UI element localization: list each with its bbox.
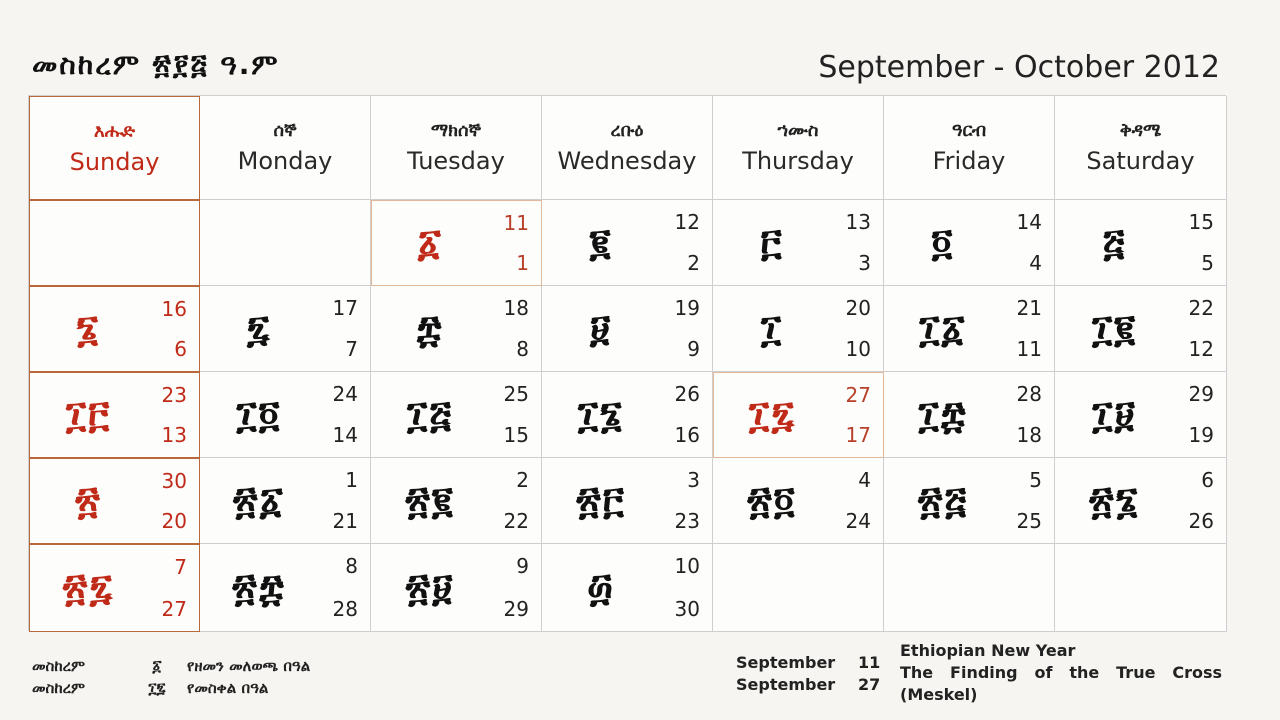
- holiday-day: 27: [858, 675, 881, 694]
- weekday-header-sunday: [29, 96, 200, 200]
- day-cell: [1055, 458, 1227, 544]
- ethiopian-date-number: 9: [687, 337, 700, 361]
- ethiopian-date-geez: ፳፯: [62, 565, 115, 610]
- ethiopian-date-geez: ፲፱: [1092, 392, 1137, 436]
- gregorian-date: 30: [161, 469, 187, 493]
- day-cell: [713, 200, 884, 286]
- weekday-english: Sunday: [69, 147, 160, 176]
- ethiopian-date-number: 15: [503, 423, 529, 447]
- ethiopian-date-geez: ፳፮: [1089, 478, 1140, 522]
- ethiopian-date-number: 1: [516, 251, 529, 275]
- day-cell: [29, 372, 200, 458]
- gregorian-date: 8: [345, 554, 358, 578]
- ethiopian-date-number: 30: [674, 597, 700, 621]
- holiday-month: September: [736, 675, 836, 694]
- day-cell: [371, 200, 542, 286]
- ethiopian-date-geez: ፳፩: [233, 478, 285, 522]
- ethiopian-date-number: 3: [858, 251, 871, 275]
- day-cell: [542, 372, 713, 458]
- weekday-amharic: ዓርብ: [951, 120, 987, 141]
- ethiopian-date-geez: ፳፪: [405, 478, 455, 522]
- ethiopian-date-geez: ፲፩: [919, 306, 967, 350]
- holiday-month: መስከረም: [32, 657, 86, 675]
- gregorian-date: 27: [845, 383, 871, 407]
- holiday-name: Ethiopian New Year: [900, 641, 1076, 660]
- ethiopian-date-geez: ፲: [760, 306, 784, 350]
- day-cell: [29, 458, 200, 544]
- ethiopian-date-geez: ፳፬: [747, 478, 797, 522]
- empty-cell: [200, 200, 371, 286]
- gregorian-date: 17: [332, 296, 358, 320]
- ethiopian-date-geez: ፮: [76, 306, 101, 351]
- ethiopian-date-number: 26: [1188, 509, 1214, 533]
- day-cell: [1055, 200, 1227, 286]
- gregorian-date: 23: [161, 383, 187, 407]
- ethiopian-date-number: 11: [1016, 337, 1042, 361]
- ethiopian-date-geez: ፬: [931, 220, 955, 264]
- gregorian-date: 2: [516, 468, 529, 492]
- ethiopian-date-geez: ፳፭: [917, 478, 969, 522]
- holiday-note: (Meskel): [900, 685, 978, 704]
- ethiopian-date-number: 7: [345, 337, 358, 361]
- day-cell: [29, 544, 200, 632]
- ethiopian-date-geez: ፲፰: [918, 392, 968, 436]
- holiday-row-amharic: [32, 655, 310, 677]
- ethiopian-date-geez: ፳፫: [576, 478, 626, 522]
- gregorian-date: 19: [674, 296, 700, 320]
- weekday-english: Friday: [932, 147, 1006, 175]
- gregorian-date: 9: [516, 554, 529, 578]
- gregorian-date: 14: [1016, 210, 1042, 234]
- ethiopian-date-number: 16: [674, 423, 700, 447]
- ethiopian-date-number: 8: [516, 337, 529, 361]
- weekday-english: Tuesday: [407, 147, 505, 175]
- ethiopian-date-geez: ፰: [416, 306, 444, 350]
- ethiopian-date-number: 25: [1016, 509, 1042, 533]
- ethiopian-date-number: 13: [161, 423, 187, 447]
- holiday-names-english: [900, 640, 1222, 706]
- gregorian-date: 6: [1201, 468, 1214, 492]
- weekday-amharic: ኀሙስ: [777, 120, 819, 141]
- day-cell: [542, 200, 713, 286]
- ethiopian-date-number: 5: [1201, 251, 1214, 275]
- ethiopian-date-number: 28: [332, 597, 358, 621]
- gregorian-date: 5: [1029, 468, 1042, 492]
- gregorian-date: 26: [674, 382, 700, 406]
- ethiopian-date-geez: ፩: [417, 220, 444, 265]
- day-cell: [884, 200, 1055, 286]
- gregorian-date: 21: [1016, 296, 1042, 320]
- day-cell: [884, 286, 1055, 372]
- ethiopian-date-number: 27: [161, 597, 187, 621]
- day-cell: [371, 544, 542, 632]
- weekday-amharic: እሑድ: [94, 120, 135, 142]
- gregorian-date: 15: [1188, 210, 1214, 234]
- gregorian-date: 28: [1016, 382, 1042, 406]
- gregorian-date: 13: [845, 210, 871, 234]
- day-cell: [884, 372, 1055, 458]
- weekday-header-thursday: [713, 96, 884, 200]
- holiday-date-row: [736, 674, 880, 696]
- ethiopian-date-number: 19: [1188, 423, 1214, 447]
- day-cell: [713, 286, 884, 372]
- ethiopian-date-number: 21: [332, 509, 358, 533]
- holiday-name: የመስቀል በዓል: [187, 679, 269, 697]
- ethiopian-date-number: 23: [674, 509, 700, 533]
- ethiopian-date-number: 24: [845, 509, 871, 533]
- ethiopian-date-number: 12: [1188, 337, 1214, 361]
- holiday-month: መስከረም: [32, 679, 86, 697]
- gregorian-date: 4: [858, 468, 871, 492]
- weekday-amharic: ረቡዕ: [610, 120, 644, 141]
- day-cell: [371, 286, 542, 372]
- day-cell: [1055, 372, 1227, 458]
- day-cell: [200, 286, 371, 372]
- gregorian-date: 29: [1188, 382, 1214, 406]
- ethiopian-date-geez: ፲፭: [407, 392, 453, 436]
- ethiopian-date-geez: ፳፰: [232, 565, 286, 609]
- gregorian-date: 11: [503, 211, 529, 235]
- day-cell: [542, 458, 713, 544]
- gregorian-date: 3: [687, 468, 700, 492]
- day-cell: [713, 372, 884, 458]
- day-cell: [29, 286, 200, 372]
- holiday-day: ፩: [152, 657, 162, 675]
- weekday-amharic: ማክሰኞ: [430, 120, 482, 141]
- weekday-amharic: ሰኞ: [273, 120, 297, 141]
- gregorian-date: 18: [503, 296, 529, 320]
- ethiopian-date-geez: ፳፱: [405, 565, 455, 609]
- ethiopian-date-number: 17: [845, 423, 871, 447]
- day-cell: [542, 544, 713, 632]
- empty-cell: [29, 200, 200, 286]
- day-cell: [542, 286, 713, 372]
- holiday-month: September: [736, 653, 836, 672]
- weekday-english: Saturday: [1086, 147, 1195, 175]
- ethiopian-date-geez: ፭: [1102, 220, 1127, 264]
- ethiopian-date-number: 14: [332, 423, 358, 447]
- holiday-date-row: [736, 652, 880, 674]
- ethiopian-date-number: 20: [161, 509, 187, 533]
- weekday-header-saturday: [1055, 96, 1227, 200]
- ethiopian-date-geez: ፲፬: [236, 392, 282, 436]
- ethiopian-date-number: 10: [845, 337, 871, 361]
- ethiopian-date-geez: ፲፫: [65, 392, 112, 437]
- weekday-header-wednesday: [542, 96, 713, 200]
- gregorian-date: 22: [1188, 296, 1214, 320]
- weekday-english: Wednesday: [557, 147, 697, 175]
- ethiopian-date-geez: ፲፪: [1091, 306, 1137, 350]
- weekday-header-friday: [884, 96, 1055, 200]
- gregorian-date: 12: [674, 210, 700, 234]
- ethiopian-date-geez: ፴: [587, 565, 615, 609]
- holiday-dates-english: [736, 652, 880, 696]
- weekday-english: Monday: [237, 147, 333, 175]
- empty-cell: [713, 544, 884, 632]
- day-cell: [371, 458, 542, 544]
- gregorian-date: 1: [345, 468, 358, 492]
- ethiopian-date-geez: ፱: [589, 306, 613, 350]
- day-cell: [200, 458, 371, 544]
- gregorian-date: 16: [161, 297, 187, 321]
- holiday-name: The Finding of the True Cross: [900, 663, 1222, 682]
- day-cell: [1055, 286, 1227, 372]
- ethiopian-date-geez: ፲፯: [748, 392, 797, 437]
- empty-cell: [1055, 544, 1227, 632]
- holiday-name: የዘመን መለወጫ በዓል: [187, 657, 311, 675]
- weekday-header-monday: [200, 96, 371, 200]
- gregorian-date: 25: [503, 382, 529, 406]
- calendar-grid: [28, 95, 1226, 631]
- ethiopian-date-number: 4: [1029, 251, 1042, 275]
- holiday-day: 11: [858, 653, 881, 672]
- ethiopian-date-number: 18: [1016, 423, 1042, 447]
- gregorian-date: 24: [332, 382, 358, 406]
- ethiopian-date-geez: ፪: [589, 220, 613, 264]
- day-cell: [200, 372, 371, 458]
- day-cell: [713, 458, 884, 544]
- gregorian-date: 20: [845, 296, 871, 320]
- weekday-amharic: ቅዳሜ: [1119, 120, 1162, 141]
- empty-cell: [884, 544, 1055, 632]
- holiday-list-amharic: [32, 655, 310, 699]
- ethiopian-date-geez: ፳: [75, 478, 102, 523]
- day-cell: [371, 372, 542, 458]
- weekday-header-tuesday: [371, 96, 542, 200]
- holiday-day: ፲፯: [148, 679, 166, 697]
- holiday-row-amharic: [32, 677, 310, 699]
- ethiopian-date-number: 2: [687, 251, 700, 275]
- ethiopian-date-number: 6: [174, 337, 187, 361]
- day-cell: [200, 544, 371, 632]
- ethiopian-date-geez: ፲፮: [577, 392, 625, 436]
- calendar-title-amharic: መስከረም ፳፻፭ ዓ.ም: [32, 48, 280, 81]
- gregorian-date: 7: [174, 555, 187, 579]
- ethiopian-date-geez: ፫: [760, 220, 784, 264]
- day-cell: [884, 458, 1055, 544]
- weekday-english: Thursday: [742, 147, 854, 175]
- ethiopian-date-geez: ፯: [246, 306, 272, 350]
- ethiopian-date-number: 22: [503, 509, 529, 533]
- ethiopian-date-number: 29: [503, 597, 529, 621]
- calendar-title-english: September - October 2012: [818, 50, 1220, 85]
- gregorian-date: 10: [674, 554, 700, 578]
